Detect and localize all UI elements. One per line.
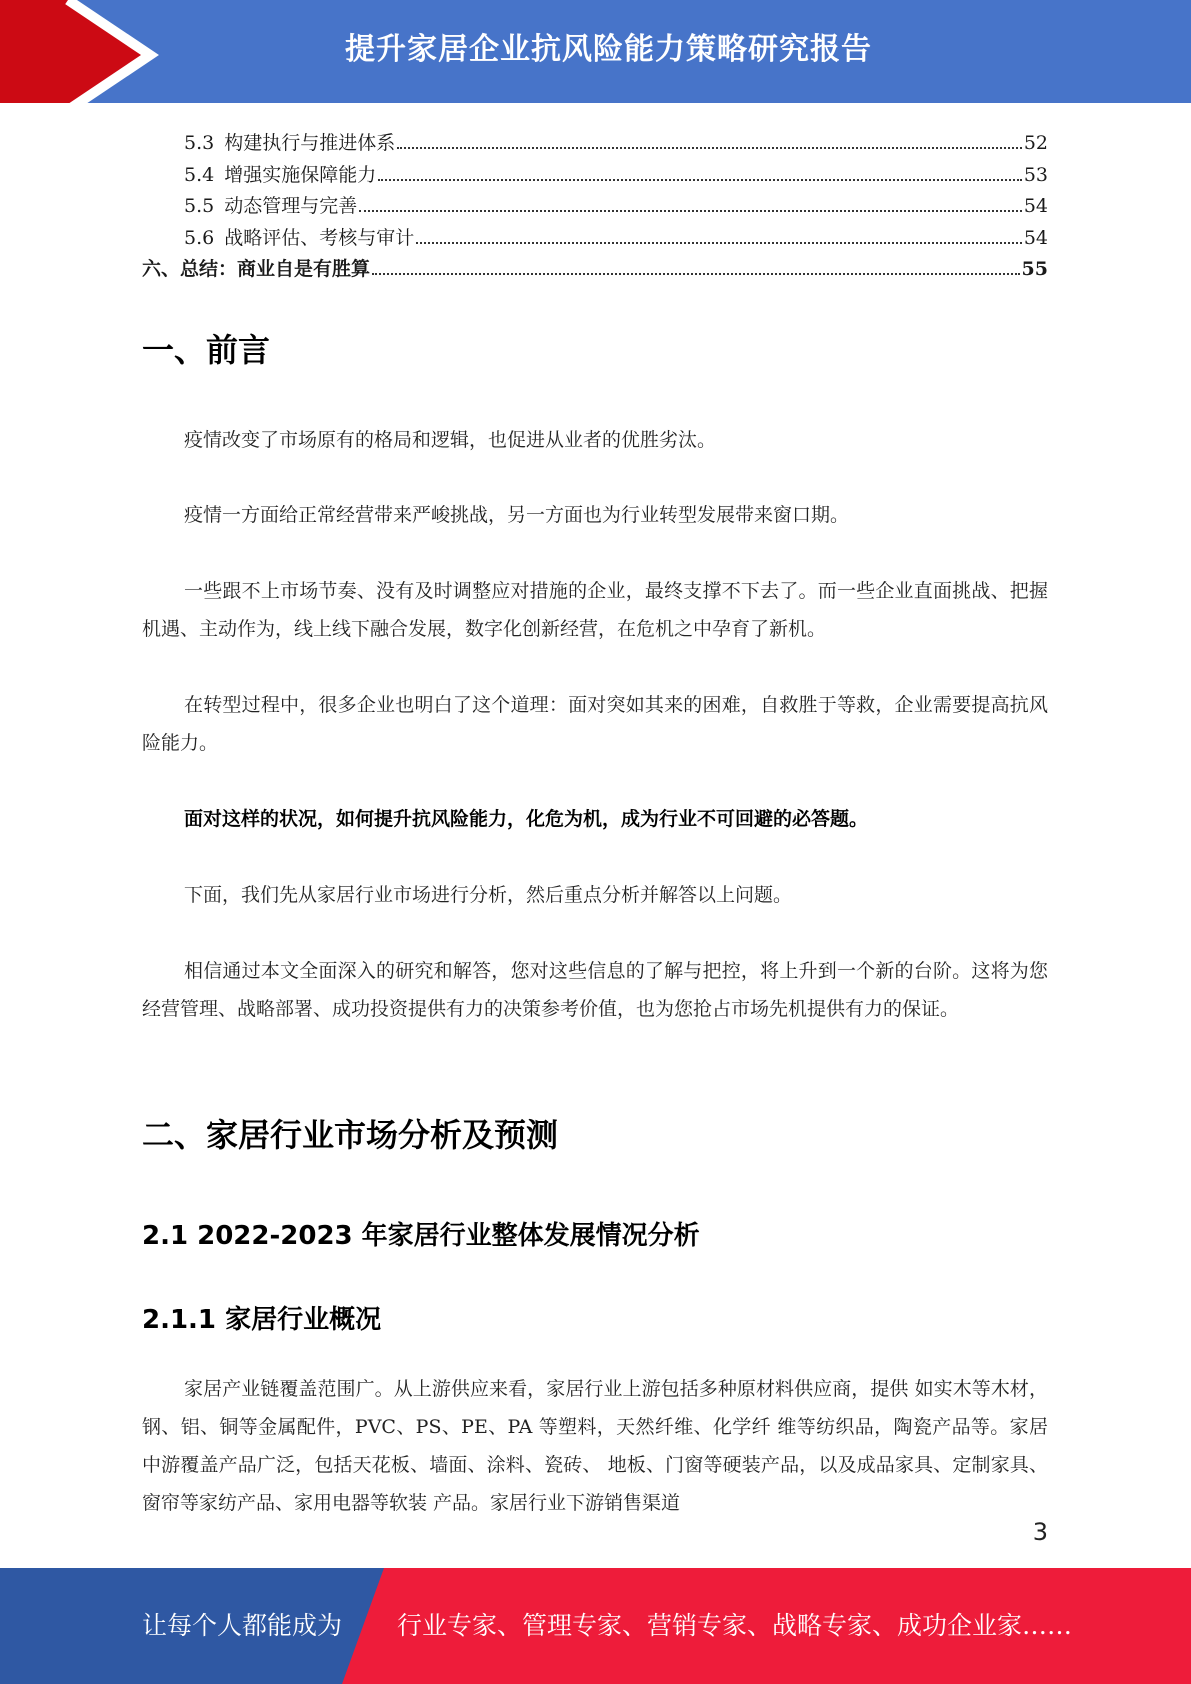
paragraph: 一些跟不上市场节奏、没有及时调整应对措施的企业，最终支撑不下去了。而一些企业直面挑战、把握机遇、主动作为，线上线下融合发展，数字化创新经营，在危机之中孕育了新机。	[142, 580, 1048, 640]
toc-entry-number: 5.6	[184, 226, 215, 249]
paragraph: 在转型过程中，很多企业也明白了这个道理：面对突如其来的困难，自救胜于等救，企业需要提高抗风险能力。	[142, 694, 1048, 754]
toc-entry-number: 5.4	[184, 163, 215, 186]
toc-entry[interactable]	[142, 223, 1048, 255]
toc-entry[interactable]	[142, 191, 1048, 223]
toc-entry[interactable]	[142, 128, 1048, 160]
toc-leader-dots	[416, 242, 1022, 244]
section-heading-market-analysis: 二、家居行业市场分析及预测	[142, 1116, 559, 1154]
toc-entry-page: 54	[1023, 195, 1048, 217]
toc-entry-number: 5.5	[184, 195, 215, 217]
toc-leader-dots	[378, 179, 1022, 181]
subsection-heading: 2.1 2022-2023 年家居行业整体发展情况分析	[142, 1221, 700, 1251]
toc-leader-dots	[397, 147, 1022, 149]
footer-slogan-lead: 让每个人都能成为	[142, 1611, 343, 1640]
toc-entry-page: 54	[1023, 226, 1048, 249]
toc-entry[interactable]	[142, 254, 1048, 286]
toc-entry-label: 构建执行与推进体系	[224, 132, 396, 154]
paragraph: 相信通过本文全面深入的研究和解答，您对这些信息的了解与把控，将上升到一个新的台阶。这将为您经营管理、战略部署、成功投资提供有力的决策参考价值，也为您抢占市场先机提供有力的保证。	[142, 960, 1048, 1020]
toc-entry-label: 战略评估、考核与审计	[224, 226, 415, 249]
footer-slogan-roles: 行业专家、管理专家、营销专家、战略专家、成功企业家……	[397, 1611, 1073, 1640]
paragraph: 下面，我们先从家居行业市场进行分析，然后重点分析并解答以上问题。	[184, 884, 793, 906]
paragraph: 疫情一方面给正常经营带来严峻挑战，另一方面也为行业转型发展带来窗口期。	[184, 504, 850, 526]
header-bottom-line	[0, 103, 1191, 110]
toc-leader-dots	[359, 210, 1022, 212]
paragraph: 家居产业链覆盖范围广。从上游供应来看，家居行业上游包括多种原材料供应商，提供 如实木等木材，钢、铝、铜等金属配件，PVC、PS、PE、PA 等塑料，天然纤维、化学纤 维等纺织品，陶瓷产品等。家居中游覆盖产品广泛，包括天花板、墙面、涂料、瓷砖、 地板、门窗等硬装产品，以及成品家具、定制家具、窗帘等家纺产品、家用电器等软装 产品。家居行业下游销售渠道	[142, 1378, 1048, 1514]
toc-entry-label: 增强实施保障能力	[224, 163, 377, 186]
report-title: 提升家居企业抗风险能力策略研究报告	[345, 32, 872, 67]
toc-entry-label: 六、总结：商业自是有胜算	[142, 258, 371, 280]
toc-entry-page: 52	[1023, 132, 1048, 154]
table-of-contents	[142, 128, 1048, 286]
toc-entry-label: 动态管理与完善	[224, 195, 358, 217]
emphasis-paragraph: 面对这样的状况，如何提升抗风险能力，化危为机，成为行业不可回避的必答题。	[184, 808, 869, 830]
toc-leader-dots	[372, 273, 1020, 275]
section-heading-preface: 一、前言	[142, 331, 271, 369]
toc-entry-page: 55	[1021, 258, 1048, 280]
subsubsection-heading: 2.1.1 家居行业概况	[142, 1305, 382, 1335]
footer-banner	[0, 1568, 1191, 1684]
header-banner	[0, 0, 1191, 110]
paragraph: 疫情改变了市场原有的格局和逻辑，也促进从业者的优胜劣汰。	[184, 429, 717, 451]
toc-entry[interactable]	[142, 160, 1048, 192]
page-number: 3	[1032, 1518, 1048, 1546]
toc-entry-page: 53	[1023, 163, 1048, 186]
toc-entry-number: 5.3	[184, 132, 215, 154]
